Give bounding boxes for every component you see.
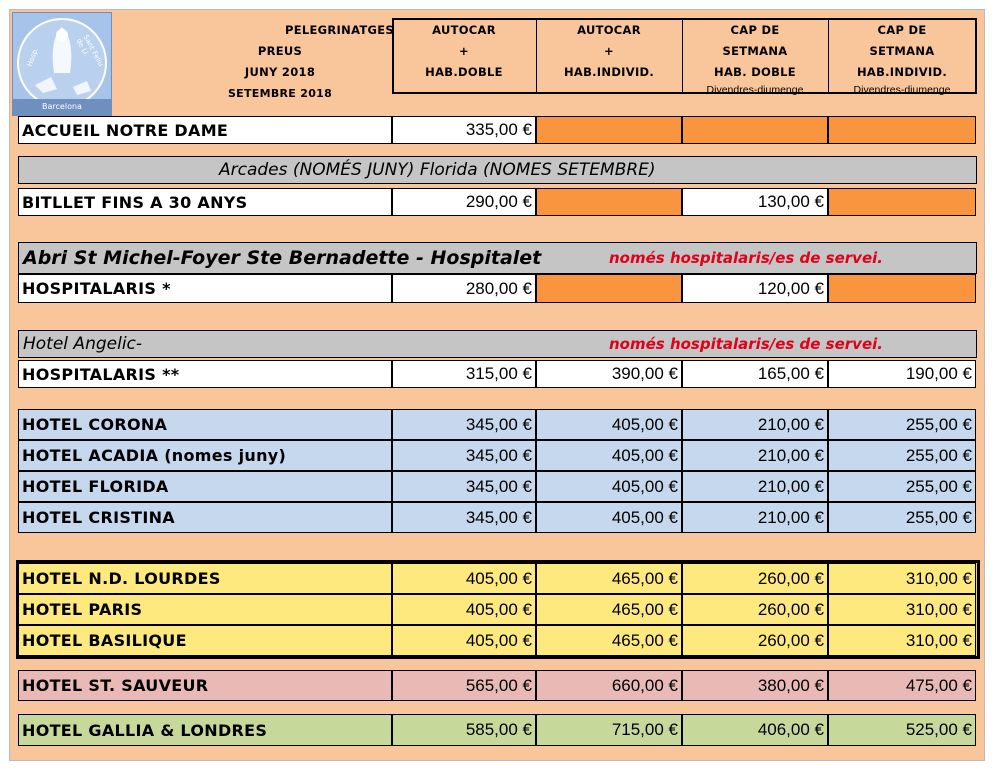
title-line-4: SETEMBRE 2018 (227, 87, 333, 100)
column-header-line: HAB. DOBLE (714, 65, 796, 79)
price-cell: 210,00 € (682, 502, 828, 533)
logo-arc-left: Hosp. (25, 46, 41, 68)
price-cell: 380,00 € (682, 670, 828, 701)
row-label: HOTEL N.D. LOURDES (18, 563, 392, 594)
price-cell (828, 274, 976, 303)
price-sheet (10, 10, 984, 760)
price-cell: 315,00 € (392, 360, 536, 388)
column-header-1 (392, 20, 536, 83)
row-label: HOTEL CRISTINA (18, 502, 392, 533)
column-header-line: AUTOCAR (577, 23, 641, 37)
column-header-2 (536, 20, 682, 83)
logo-arc-right: Sant Feliu de Ll. (74, 33, 105, 68)
price-cell: 345,00 € (392, 440, 536, 471)
row-label: HOTEL PARIS (18, 594, 392, 625)
column-header-line: HAB.INDIVID. (563, 65, 655, 79)
price-cell: 405,00 € (392, 563, 536, 594)
column-header-3 (682, 20, 828, 97)
column-header-line: SETMANA (869, 44, 935, 58)
row-label: HOTEL ST. SAUVEUR (18, 670, 392, 701)
price-cell: 130,00 € (682, 188, 828, 216)
logo-text: Barcelona (42, 102, 82, 111)
price-cell: 310,00 € (828, 563, 976, 594)
price-cell: 475,00 € (828, 670, 976, 701)
row-label: HOTEL FLORIDA (18, 471, 392, 502)
title-line-2: PREUS (257, 44, 303, 58)
organization-logo (12, 12, 112, 116)
row-label: HOTEL ACADIA (nomes juny) (18, 440, 392, 471)
price-cell: 585,00 € (392, 714, 536, 746)
price-cell: 406,00 € (682, 714, 828, 746)
price-cell: 255,00 € (828, 409, 976, 440)
price-cell: 260,00 € (682, 625, 828, 656)
price-cell: 120,00 € (682, 274, 828, 303)
row-label: BITLLET FINS A 30 ANYS (18, 188, 392, 216)
row-label: HOSPITALARIS * (18, 274, 392, 303)
column-header-line: + (604, 44, 614, 58)
price-cell: 405,00 € (536, 440, 682, 471)
row-label: HOTEL BASILIQUE (18, 625, 392, 656)
column-header-line: HAB.INDIVID. (856, 65, 948, 79)
section-band (18, 156, 977, 184)
price-cell: 165,00 € (682, 360, 828, 388)
price-cell: 310,00 € (828, 594, 976, 625)
price-cell: 465,00 € (536, 625, 682, 656)
price-cell: 190,00 € (828, 360, 976, 388)
price-cell: 255,00 € (828, 502, 976, 533)
price-cell: 405,00 € (392, 594, 536, 625)
column-header-subtitle: Divendres-diumenge (853, 84, 951, 96)
price-cell: 290,00 € (392, 188, 536, 216)
price-cell (828, 116, 976, 144)
price-cell: 405,00 € (536, 471, 682, 502)
title-line-1: PELEGRINATGES (285, 23, 394, 37)
row-label: HOTEL CORONA (18, 409, 392, 440)
price-cell: 310,00 € (828, 625, 976, 656)
price-cell: 465,00 € (536, 563, 682, 594)
column-header-line: CAP DE (877, 23, 927, 37)
price-cell: 405,00 € (536, 502, 682, 533)
column-header-subtitle: Divendres-diumenge (706, 84, 804, 96)
section-band (18, 242, 977, 274)
price-cell: 715,00 € (536, 714, 682, 746)
price-cell: 260,00 € (682, 594, 828, 625)
band-note: només hospitalaris/es de servei. (609, 335, 883, 353)
price-cell: 390,00 € (536, 360, 682, 388)
title-line-3: JUNY 2018 (244, 65, 316, 79)
price-cell: 345,00 € (392, 409, 536, 440)
band-title: Hotel Angelic- (23, 334, 143, 354)
price-cell: 405,00 € (392, 625, 536, 656)
price-cell: 345,00 € (392, 471, 536, 502)
row-label: HOSPITALARIS ** (18, 360, 392, 388)
row-label: ACCUEIL NOTRE DAME (18, 116, 392, 144)
price-cell: 335,00 € (392, 116, 536, 144)
column-header-4 (828, 20, 976, 97)
row-label: HOTEL GALLIA & LONDRES (18, 714, 392, 746)
column-header-line: CAP DE (730, 23, 780, 37)
price-cell: 465,00 € (536, 594, 682, 625)
column-header-line: + (459, 44, 469, 58)
price-cell: 405,00 € (536, 409, 682, 440)
band-note: només hospitalaris/es de servei. (609, 249, 883, 267)
section-band (18, 330, 977, 358)
price-cell: 345,00 € (392, 502, 536, 533)
band-title: Arcades (NOMÉS JUNY) Florida (NOMES SETEMBRE) (219, 160, 656, 180)
band-title: Abri St Michel-Foyer Ste Bernadette - Hospitalet (23, 247, 542, 269)
price-cell: 255,00 € (828, 471, 976, 502)
column-header-line: AUTOCAR (432, 23, 496, 37)
price-cell: 565,00 € (392, 670, 536, 701)
price-cell: 660,00 € (536, 670, 682, 701)
price-cell (536, 188, 682, 216)
price-cell: 210,00 € (682, 440, 828, 471)
price-cell: 255,00 € (828, 440, 976, 471)
price-cell (536, 116, 682, 144)
price-cell: 260,00 € (682, 563, 828, 594)
price-cell: 280,00 € (392, 274, 536, 303)
price-cell (682, 116, 828, 144)
price-cell (828, 188, 976, 216)
price-cell (536, 274, 682, 303)
column-header-line: SETMANA (722, 44, 788, 58)
price-cell: 525,00 € (828, 714, 976, 746)
column-header-line: HAB.DOBLE (425, 65, 503, 79)
price-cell: 210,00 € (682, 409, 828, 440)
price-cell: 210,00 € (682, 471, 828, 502)
